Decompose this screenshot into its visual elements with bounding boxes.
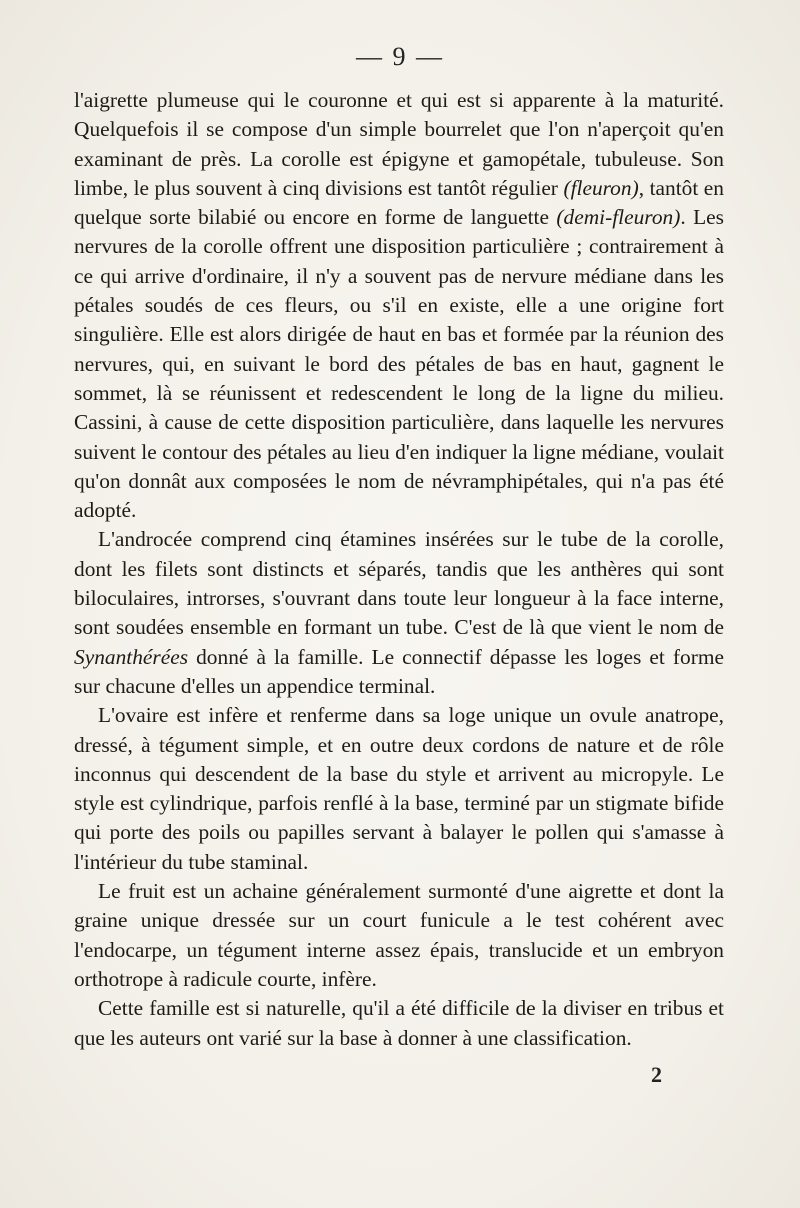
paragraph — [74, 86, 724, 525]
text-run: donné à la famille. Le connectif dépasse les loges et forme sur chacune d'elles un appendice terminal. — [74, 644, 724, 698]
paragraph — [74, 877, 724, 994]
text-run: . Les nervures de la corolle offrent une disposition particulière ; contrairement à ce qui arrive d'ordinaire, il n'y a souvent pas de nervure médiane dans les pétales soudés de ces fleurs, ou s'il en existe, elle a une origine fort singulière. Elle est alors dirigée de haut en bas et formée par la réunion des nervures, qui, en suivant le bord des pétales de bas en haut, gagnent le sommet, là se réunissent et redescendent le long de la ligne du milieu. Cassini, à cause de cette disposition particulière, dans laquelle les nervures suivent le contour des pétales au lieu d'en indiquer la ligne médiane, voulait qu'on donnât aux composées le nom de névramphipétales, qui n'a pas été adopté. — [74, 205, 724, 523]
text-run: , tantôt en quelque sorte bilabié ou encore en forme de languette — [74, 175, 724, 230]
paragraph — [74, 701, 724, 877]
signature-mark: 2 — [651, 1062, 662, 1087]
body-text — [74, 86, 724, 1053]
page-number: — 9 — — [356, 42, 444, 71]
italic-term: (demi-fleuron) — [556, 205, 681, 230]
text-run: l'aigrette plumeuse qui le couronne et qui est si apparente à la maturité. Quelquefois il se compose d'un simple bourrelet que l'on n'aperçoit qu'en examinant de près. La corolle est épigyne et gamopétale, tubuleuse. Son limbe, le plus souvent à cinq divisions est tantôt régulier — [74, 88, 724, 200]
text-run: L'ovaire est infère et renferme dans sa loge unique un ovule anatrope, dressé, à tégument simple, et en outre deux cordons de nature et de rôle inconnus qui descendent de la base du style et arrivent au micropyle. Le style est cylindrique, parfois renflé à la base, terminé par un stigmate bifide qui porte des poils ou papilles servant à balayer le pollen qui s'amasse à l'intérieur du tube staminal. — [74, 703, 724, 874]
italic-term: (fleuron) — [563, 175, 639, 200]
text-run: L'androcée comprend cinq étamines insérées sur le tube de la corolle, dont les filets sont distincts et séparés, tandis que les anthères qui sont biloculaires, introrses, s'ouvrant dans toute leur longueur à la face interne, sont soudées ensemble en formant un tube. C'est de là que vient le nom de — [74, 527, 724, 640]
text-run: Le fruit est un achaine généralement surmonté d'une aigrette et dont la graine unique dressée sur un court funicule a le test cohérent avec l'endocarpe, un tégument interne assez épais, translucide et un embryon orthotrope à radicule courte, infère. — [74, 879, 724, 991]
italic-term: Synanthérées — [74, 644, 189, 669]
paragraph — [74, 525, 724, 701]
paragraph — [74, 994, 724, 1053]
text-run: Cette famille est si naturelle, qu'il a été difficile de la diviser en tribus et que les auteurs ont varié sur la base à donner à une classification. — [74, 996, 724, 1050]
